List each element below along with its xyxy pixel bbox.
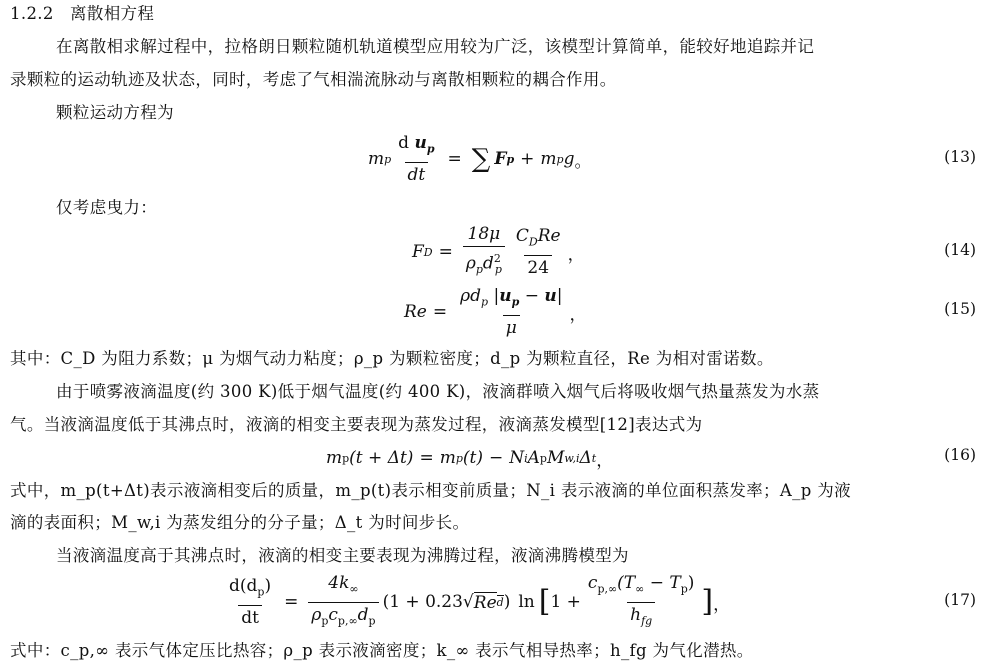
eq15-mu: μ xyxy=(503,315,520,338)
eq15-minus: − xyxy=(524,286,539,307)
eq17-sqrt-Re: Re xyxy=(473,592,497,613)
eq14-F: F xyxy=(412,242,424,262)
eq14-C: C xyxy=(515,226,529,247)
eq17-T2: T xyxy=(669,573,681,594)
eq14-Re: Re xyxy=(537,226,561,247)
eq16-A-sub: p xyxy=(539,451,547,465)
eq13-m2: m xyxy=(540,149,557,169)
eq14-C-sub: D xyxy=(528,235,538,249)
eq17-T1-sub: ∞ xyxy=(635,582,645,596)
equation-17 xyxy=(0,574,988,630)
eq14-fraction-2 xyxy=(513,226,564,277)
eq14-equals: = xyxy=(438,242,453,262)
eq17-c-sub: p,∞ xyxy=(337,613,358,627)
eq17-equals: = xyxy=(284,592,299,612)
eq13-number: (13) xyxy=(944,148,976,166)
paragraph-6-line-2: 滴的表面积；M_w,i 为蒸发组分的分子量；Δ_t 为时间步长。 xyxy=(10,513,470,532)
eq13-m-sub: p xyxy=(384,152,392,166)
paragraph-7: 当液滴温度高于其沸点时，液滴的相变主要表现为沸腾过程，液滴沸腾模型为 xyxy=(56,546,629,565)
eq17-paren-open: (1 + 0.23 xyxy=(382,592,463,612)
eq16-equals: = xyxy=(419,448,434,468)
eq15-rho: ρ xyxy=(460,286,471,307)
section-title: 离散相方程 xyxy=(70,4,155,23)
paragraph-6-line-1: 式中，m_p(t+Δt)表示液滴相变后的质量，m_p(t)表示相变前质量；N_i 表示液滴的单位面积蒸发率；A_p 为液 xyxy=(10,481,851,500)
eq17-bracket-right: ] xyxy=(701,584,714,619)
eq17-number: (17) xyxy=(944,591,976,609)
eq17-d: d xyxy=(357,604,369,625)
section-heading xyxy=(10,2,976,26)
eq13-u-sub: p xyxy=(426,142,435,156)
eq14-rho: ρ xyxy=(465,253,476,274)
eq14-f2-den: 24 xyxy=(524,255,552,278)
paragraph-1-line-2: 录颗粒的运动轨迹及状态，同时，考虑了气相湍流脉动与离散相颗粒的耦合作用。 xyxy=(10,70,617,89)
equation-15 xyxy=(0,286,988,338)
eq17-inner-fraction xyxy=(585,573,697,631)
eq14-d-sub: p xyxy=(494,263,502,277)
paragraph-3: 仅考虑曳力： xyxy=(56,198,158,217)
eq16-Delta-sub: t xyxy=(591,451,597,465)
eq17-lhs-num: d(d xyxy=(229,576,258,597)
eq15-equals: = xyxy=(432,302,448,322)
eq17-sqrt-Re-sub: d xyxy=(496,596,504,609)
eq15-u: u xyxy=(499,286,512,307)
eq16-A: A xyxy=(527,448,540,468)
eq15-abs-left: | xyxy=(493,286,500,307)
eq17-T1: (T xyxy=(617,573,636,594)
eq17-k: 4k xyxy=(328,573,350,594)
eq14-rho-sub: p xyxy=(475,263,483,277)
section-number: 1.2.2 xyxy=(10,4,54,23)
eq17-lhs-num-sub: p xyxy=(257,585,265,599)
eq13-m: m xyxy=(368,149,385,169)
eq14-F-sub: D xyxy=(423,245,433,259)
paragraph-1-line-1: 在离散相求解过程中，拉格朗日颗粒随机轨道模型应用较为广泛，该模型计算简单，能较好地追踪并记 xyxy=(56,37,815,56)
eq17-close: ) xyxy=(687,573,695,594)
equation-14 xyxy=(0,223,988,278)
eq13-equals: = xyxy=(447,149,462,169)
eq15-fraction xyxy=(457,286,565,337)
paragraph-5-line-1: 由于喷雾液滴温度(约 300 K)低于烟气温度(约 400 K)，液滴群喷入烟气后将吸收烟气热量蒸发为水蒸 xyxy=(56,382,820,401)
eq13-end: 。 xyxy=(574,151,592,172)
eq14-end: ， xyxy=(567,244,585,265)
eq17-sqrt: √ xyxy=(462,592,474,612)
eq16-M-sub: w,i xyxy=(564,451,580,465)
eq15-abs-right: | xyxy=(556,286,563,307)
eq13-dt: dt xyxy=(405,162,429,185)
eq17-end: ， xyxy=(713,594,731,615)
eq17-minus: − xyxy=(649,573,664,594)
eq17-d-sub: p xyxy=(368,613,376,627)
equation-16 xyxy=(0,444,988,472)
eq17-ln: ln xyxy=(518,592,535,612)
eq17-lhs-num-end: ) xyxy=(264,576,272,597)
paragraph-4: 其中：C_D 为阻力系数；μ 为烟气动力粘度；ρ_p 为颗粒密度；d_p 为颗粒直径，Re 为相对雷诺数。 xyxy=(10,349,774,368)
eq16-m-sub: p xyxy=(342,451,350,465)
eq17-k-sub: ∞ xyxy=(349,582,359,596)
eq14-number: (14) xyxy=(944,241,976,259)
eq17-bracket-left: [ xyxy=(538,584,551,619)
eq16-end: ， xyxy=(596,450,614,471)
eq16-N-sub: i xyxy=(524,451,528,465)
eq17-coef-fraction xyxy=(308,573,378,631)
eq17-T2-sub: p xyxy=(680,582,688,596)
eq17-lhs-den: dt xyxy=(238,605,262,628)
equation-13 xyxy=(0,134,988,184)
eq15-d: d xyxy=(470,286,482,307)
eq16-N: N xyxy=(509,448,525,468)
eq14-d-sup: 2 xyxy=(493,251,501,265)
eq13-sum: ∑ xyxy=(471,144,491,174)
eq17-rho-sub: p xyxy=(321,613,329,627)
eq17-rho: ρ xyxy=(311,604,322,625)
eq14-d: d xyxy=(482,253,494,274)
eq16-number: (16) xyxy=(944,446,976,464)
eq13-F: F xyxy=(494,149,507,169)
eq16-m: m xyxy=(326,448,343,468)
eq13-plus: + xyxy=(520,149,535,169)
eq16-arg: (t + Δt) xyxy=(349,448,414,468)
eq15-end: ， xyxy=(569,304,587,325)
eq17-one-plus: 1 + xyxy=(550,592,581,612)
eq15-u2: u xyxy=(544,286,557,307)
eq13-F-sub: p xyxy=(506,152,515,166)
eq15-u-sub: p xyxy=(511,295,520,309)
eq13-g: g xyxy=(563,149,575,169)
eq13-m2-sub: p xyxy=(556,152,564,166)
eq17-c2-sub: p,∞ xyxy=(597,582,618,596)
eq17-h: h xyxy=(630,604,642,625)
eq14-f1-num: 18μ xyxy=(467,223,501,244)
eq16-M: M xyxy=(546,448,565,468)
eq17-paren-close: ) xyxy=(503,592,511,612)
paragraph-2: 颗粒运动方程为 xyxy=(56,103,174,122)
eq17-c2: c xyxy=(587,573,598,594)
paragraph-8: 式中：c_p,∞ 表示气体定压比热容；ρ_p 表示液滴密度；k_∞ 表示气相导热率；h_fg 为气化潜热。 xyxy=(10,641,754,660)
paragraph-5-line-2: 气。当液滴温度低于其沸点时，液滴的相变主要表现为蒸发过程，液滴蒸发模型[12]表达式为 xyxy=(10,415,703,434)
eq17-c: c xyxy=(328,604,338,625)
eq15-Re: Re xyxy=(404,302,427,322)
eq15-d-sub: p xyxy=(481,295,489,309)
eq13-u: u xyxy=(414,133,427,154)
eq17-h-sub: fg xyxy=(641,613,653,627)
eq14-fraction-1 xyxy=(463,224,505,280)
eq17-lhs-fraction xyxy=(226,576,274,627)
eq13-d: d xyxy=(398,133,410,154)
eq16-Delta: Δ xyxy=(579,448,592,468)
eq16-m2-sub: p xyxy=(455,451,463,465)
eq13-fraction xyxy=(395,133,437,184)
eq16-minus: − xyxy=(488,448,504,468)
eq15-number: (15) xyxy=(944,300,976,318)
eq16-arg2: (t) xyxy=(462,448,483,468)
eq16-m2: m xyxy=(439,448,456,468)
